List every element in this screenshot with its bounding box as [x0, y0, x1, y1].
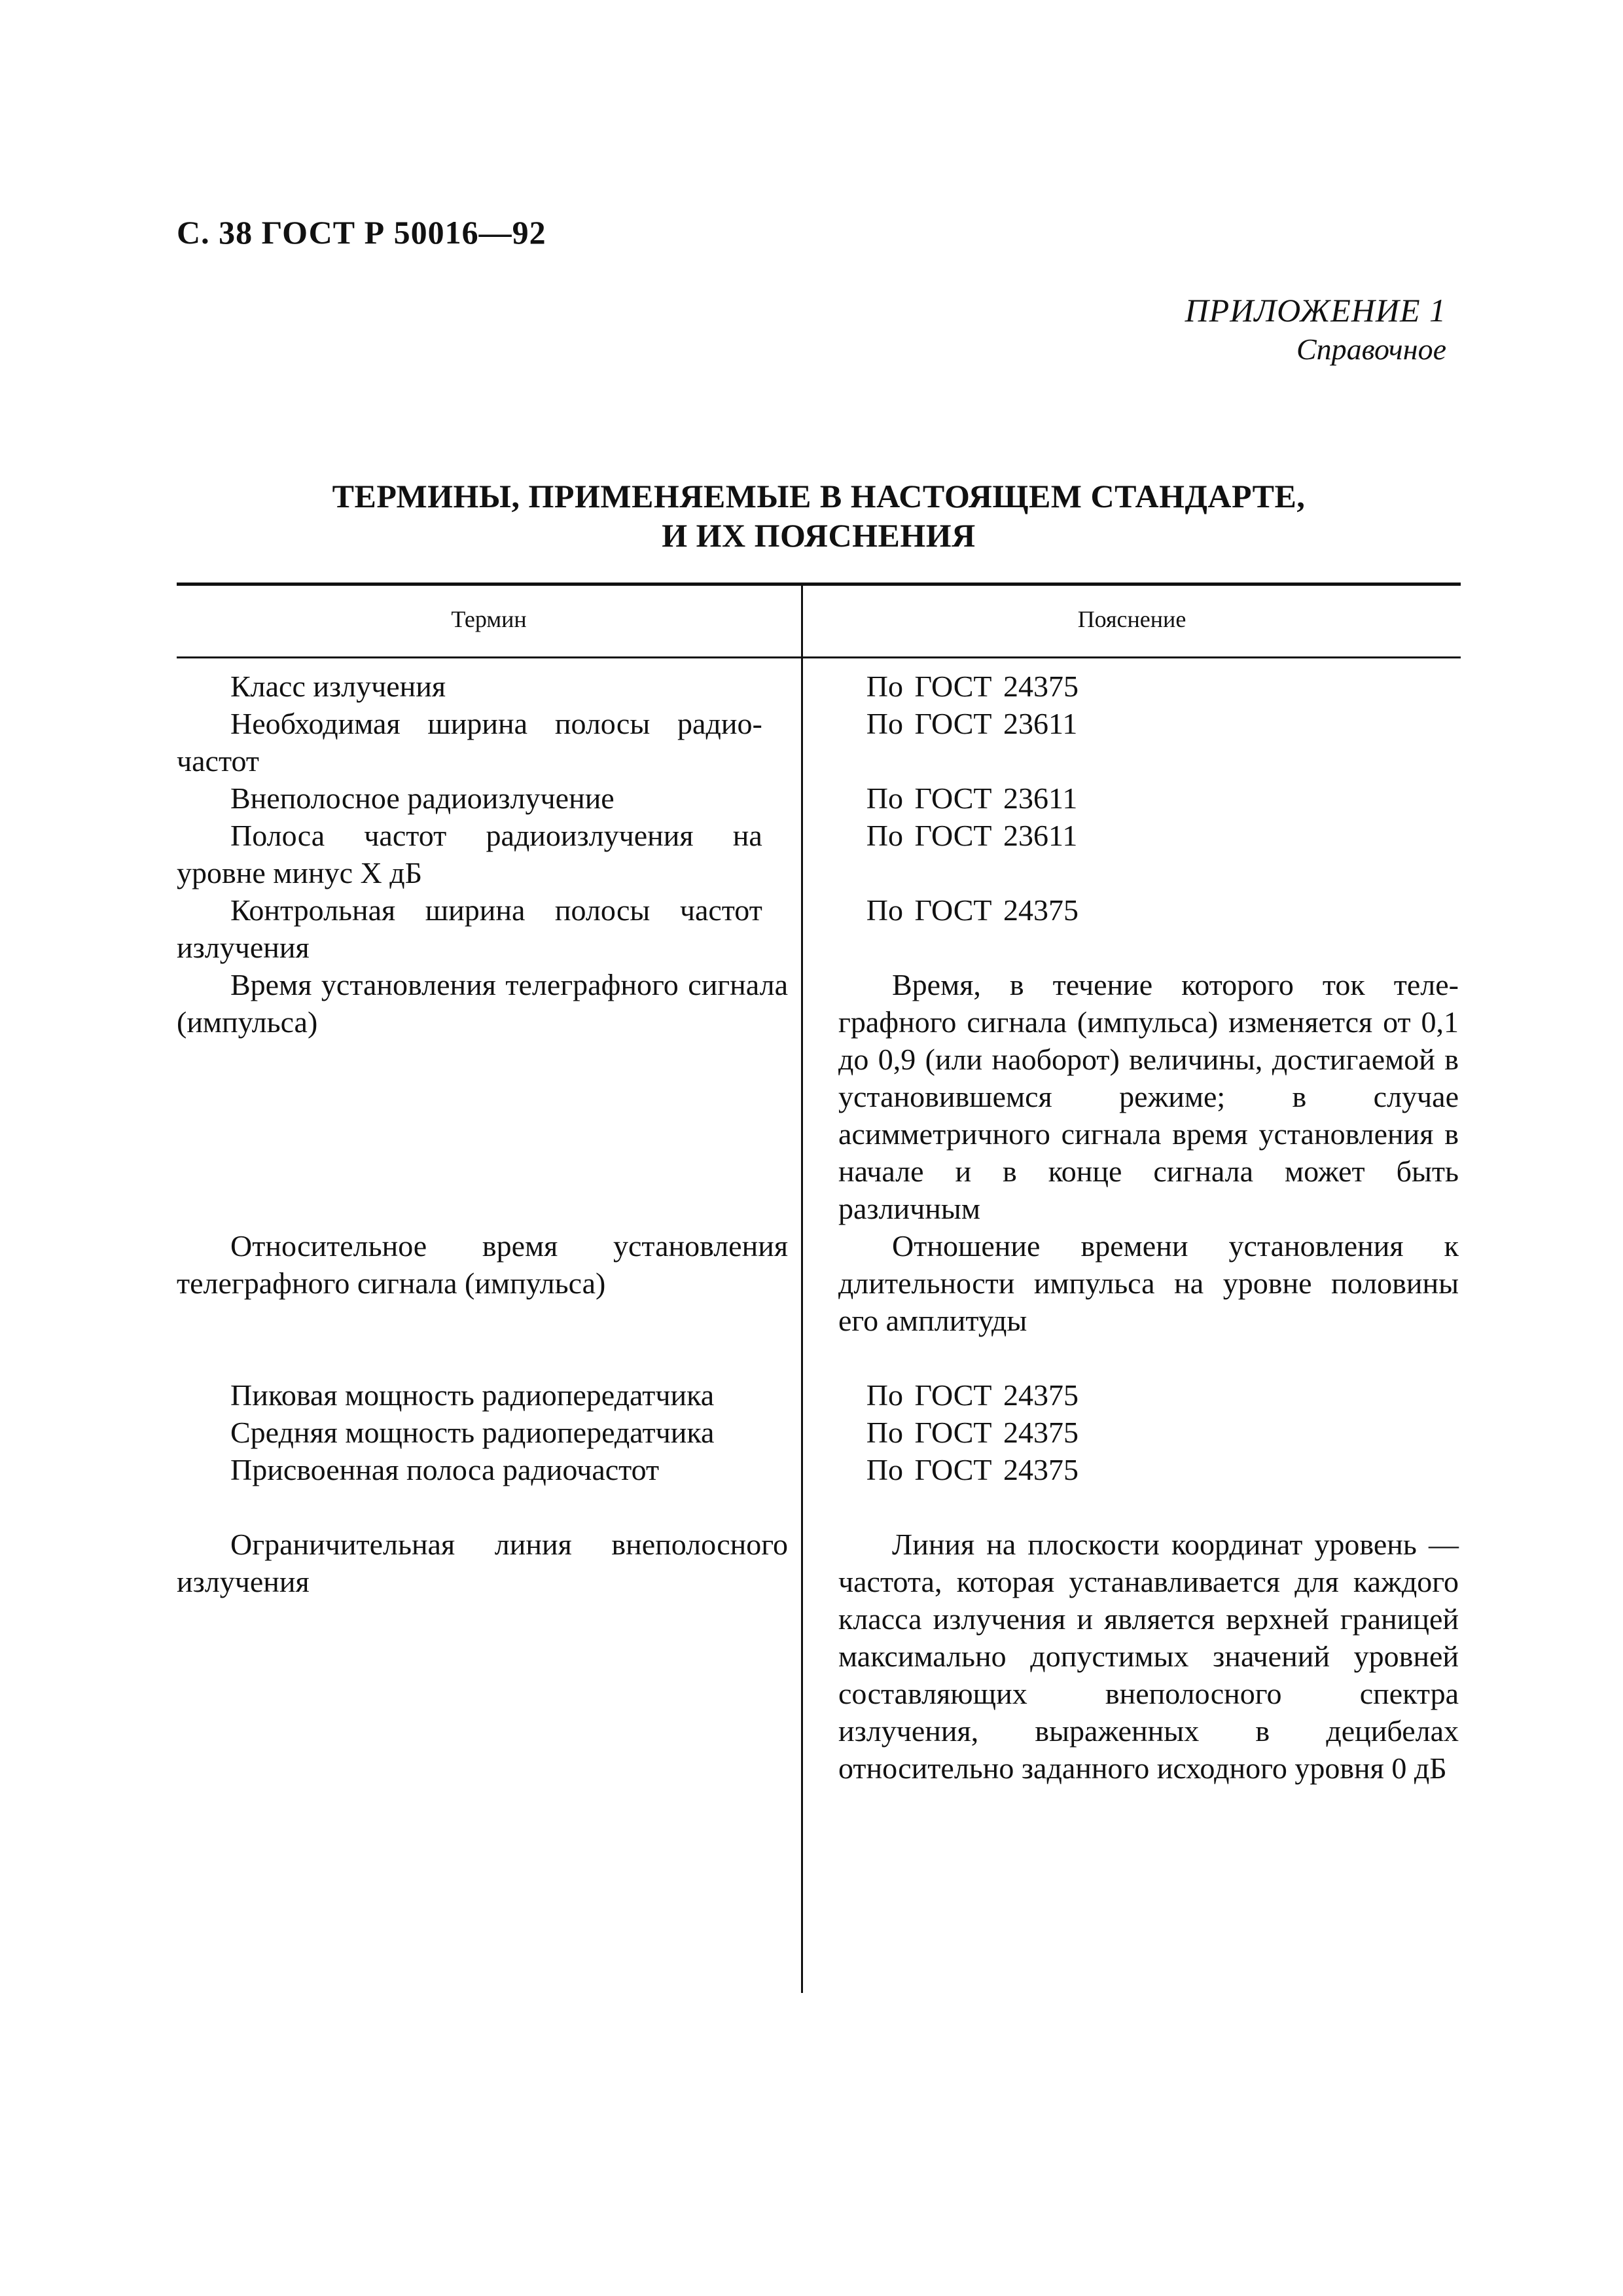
table-row — [177, 1414, 1461, 1451]
explanation-cell: По ГОСТ 24375 — [866, 670, 1079, 703]
term-cell: Средняя мощность радиопередатчика — [230, 1416, 715, 1449]
table-row — [177, 1526, 1461, 1787]
term-cell: Необходимая ширина полосы радиочастот — [177, 707, 762, 778]
term-cell: Относительное время установления телеграфного сигнала (импульса) — [177, 1229, 788, 1300]
table-row — [177, 1451, 1461, 1488]
table-row — [177, 966, 1461, 1227]
explanation-cell: По ГОСТ 24375 — [866, 893, 1079, 927]
explanation-cell: По ГОСТ 23611 — [866, 781, 1078, 815]
explanation-cell: По ГОСТ 23611 — [866, 819, 1078, 852]
term-cell: Время установления телеграфного сигнала (импульса) — [177, 968, 788, 1039]
explanation-cell: По ГОСТ 23611 — [866, 707, 1078, 740]
term-cell: Ограничительная линия внеполосного излучения — [177, 1528, 788, 1598]
term-cell: Контрольная ширина полосы частот излучения — [177, 893, 762, 964]
explanation-cell: Отношение времени установления к длительности импульса на уровне половины его амплитуды — [838, 1229, 1459, 1337]
table-row — [177, 1376, 1461, 1414]
term-cell: Пиковая мощность радиопередатчика — [230, 1378, 715, 1412]
table-body — [177, 668, 1461, 1787]
term-cell: Внеполосное радиоизлучение — [230, 781, 615, 815]
document-title-line-1: ТЕРМИНЫ, ПРИМЕНЯЕМЫЕ В НАСТОЯЩЕМ СТАНДАРТЕ, — [332, 478, 1306, 514]
table-row — [177, 817, 1461, 891]
term-cell: Присвоенная полоса радиочастот — [230, 1453, 660, 1486]
explanation-cell: По ГОСТ 24375 — [866, 1453, 1079, 1486]
table-row — [177, 668, 1461, 705]
appendix-title: ПРИЛОЖЕНИЕ 1 — [1185, 292, 1446, 329]
explanation-cell: По ГОСТ 24375 — [866, 1416, 1079, 1449]
document-title-line-2: И ИХ ПОЯСНЕНИЯ — [662, 517, 976, 554]
table-row — [177, 891, 1461, 966]
table-row — [177, 705, 1461, 780]
header-term: Термин — [451, 606, 527, 632]
term-cell: Полоса частот радиоизлучения на уровне минус X дБ — [177, 819, 762, 889]
table-row — [177, 1227, 1461, 1339]
row-spacer — [177, 1488, 1461, 1526]
table-row — [177, 780, 1461, 817]
explanation-cell: Линия на плоскости координат уровень — частота, которая устанавливается для каждого класса излучения и является верхней границей максимально допустимых значений уровней составляющих внеполосного спектра излучения, выраженных в децибелах относительно заданного исходного уровня 0 дБ — [838, 1528, 1459, 1785]
appendix-label — [1185, 291, 1446, 369]
document-title — [177, 476, 1461, 555]
explanation-cell: По ГОСТ 24375 — [866, 1378, 1079, 1412]
page-header: С. 38 ГОСТ Р 50016—92 — [177, 214, 546, 251]
term-cell: Класс излучения — [230, 670, 446, 703]
header-explanation: Пояснение — [1077, 606, 1186, 632]
row-spacer — [177, 1339, 1461, 1376]
table-header — [177, 586, 1461, 658]
terms-table — [177, 583, 1461, 1993]
appendix-subtitle: Справочное — [1296, 332, 1446, 366]
explanation-cell: Время, в течение которого ток телеграфного сигнала (импульса) изменяется от 0,1 до 0,9 (или наоборот) величины, достигаемой в установившемся режиме; в случае асимметричного сигнала время установления в начале и в конце сигнала может быть различным — [838, 968, 1459, 1225]
